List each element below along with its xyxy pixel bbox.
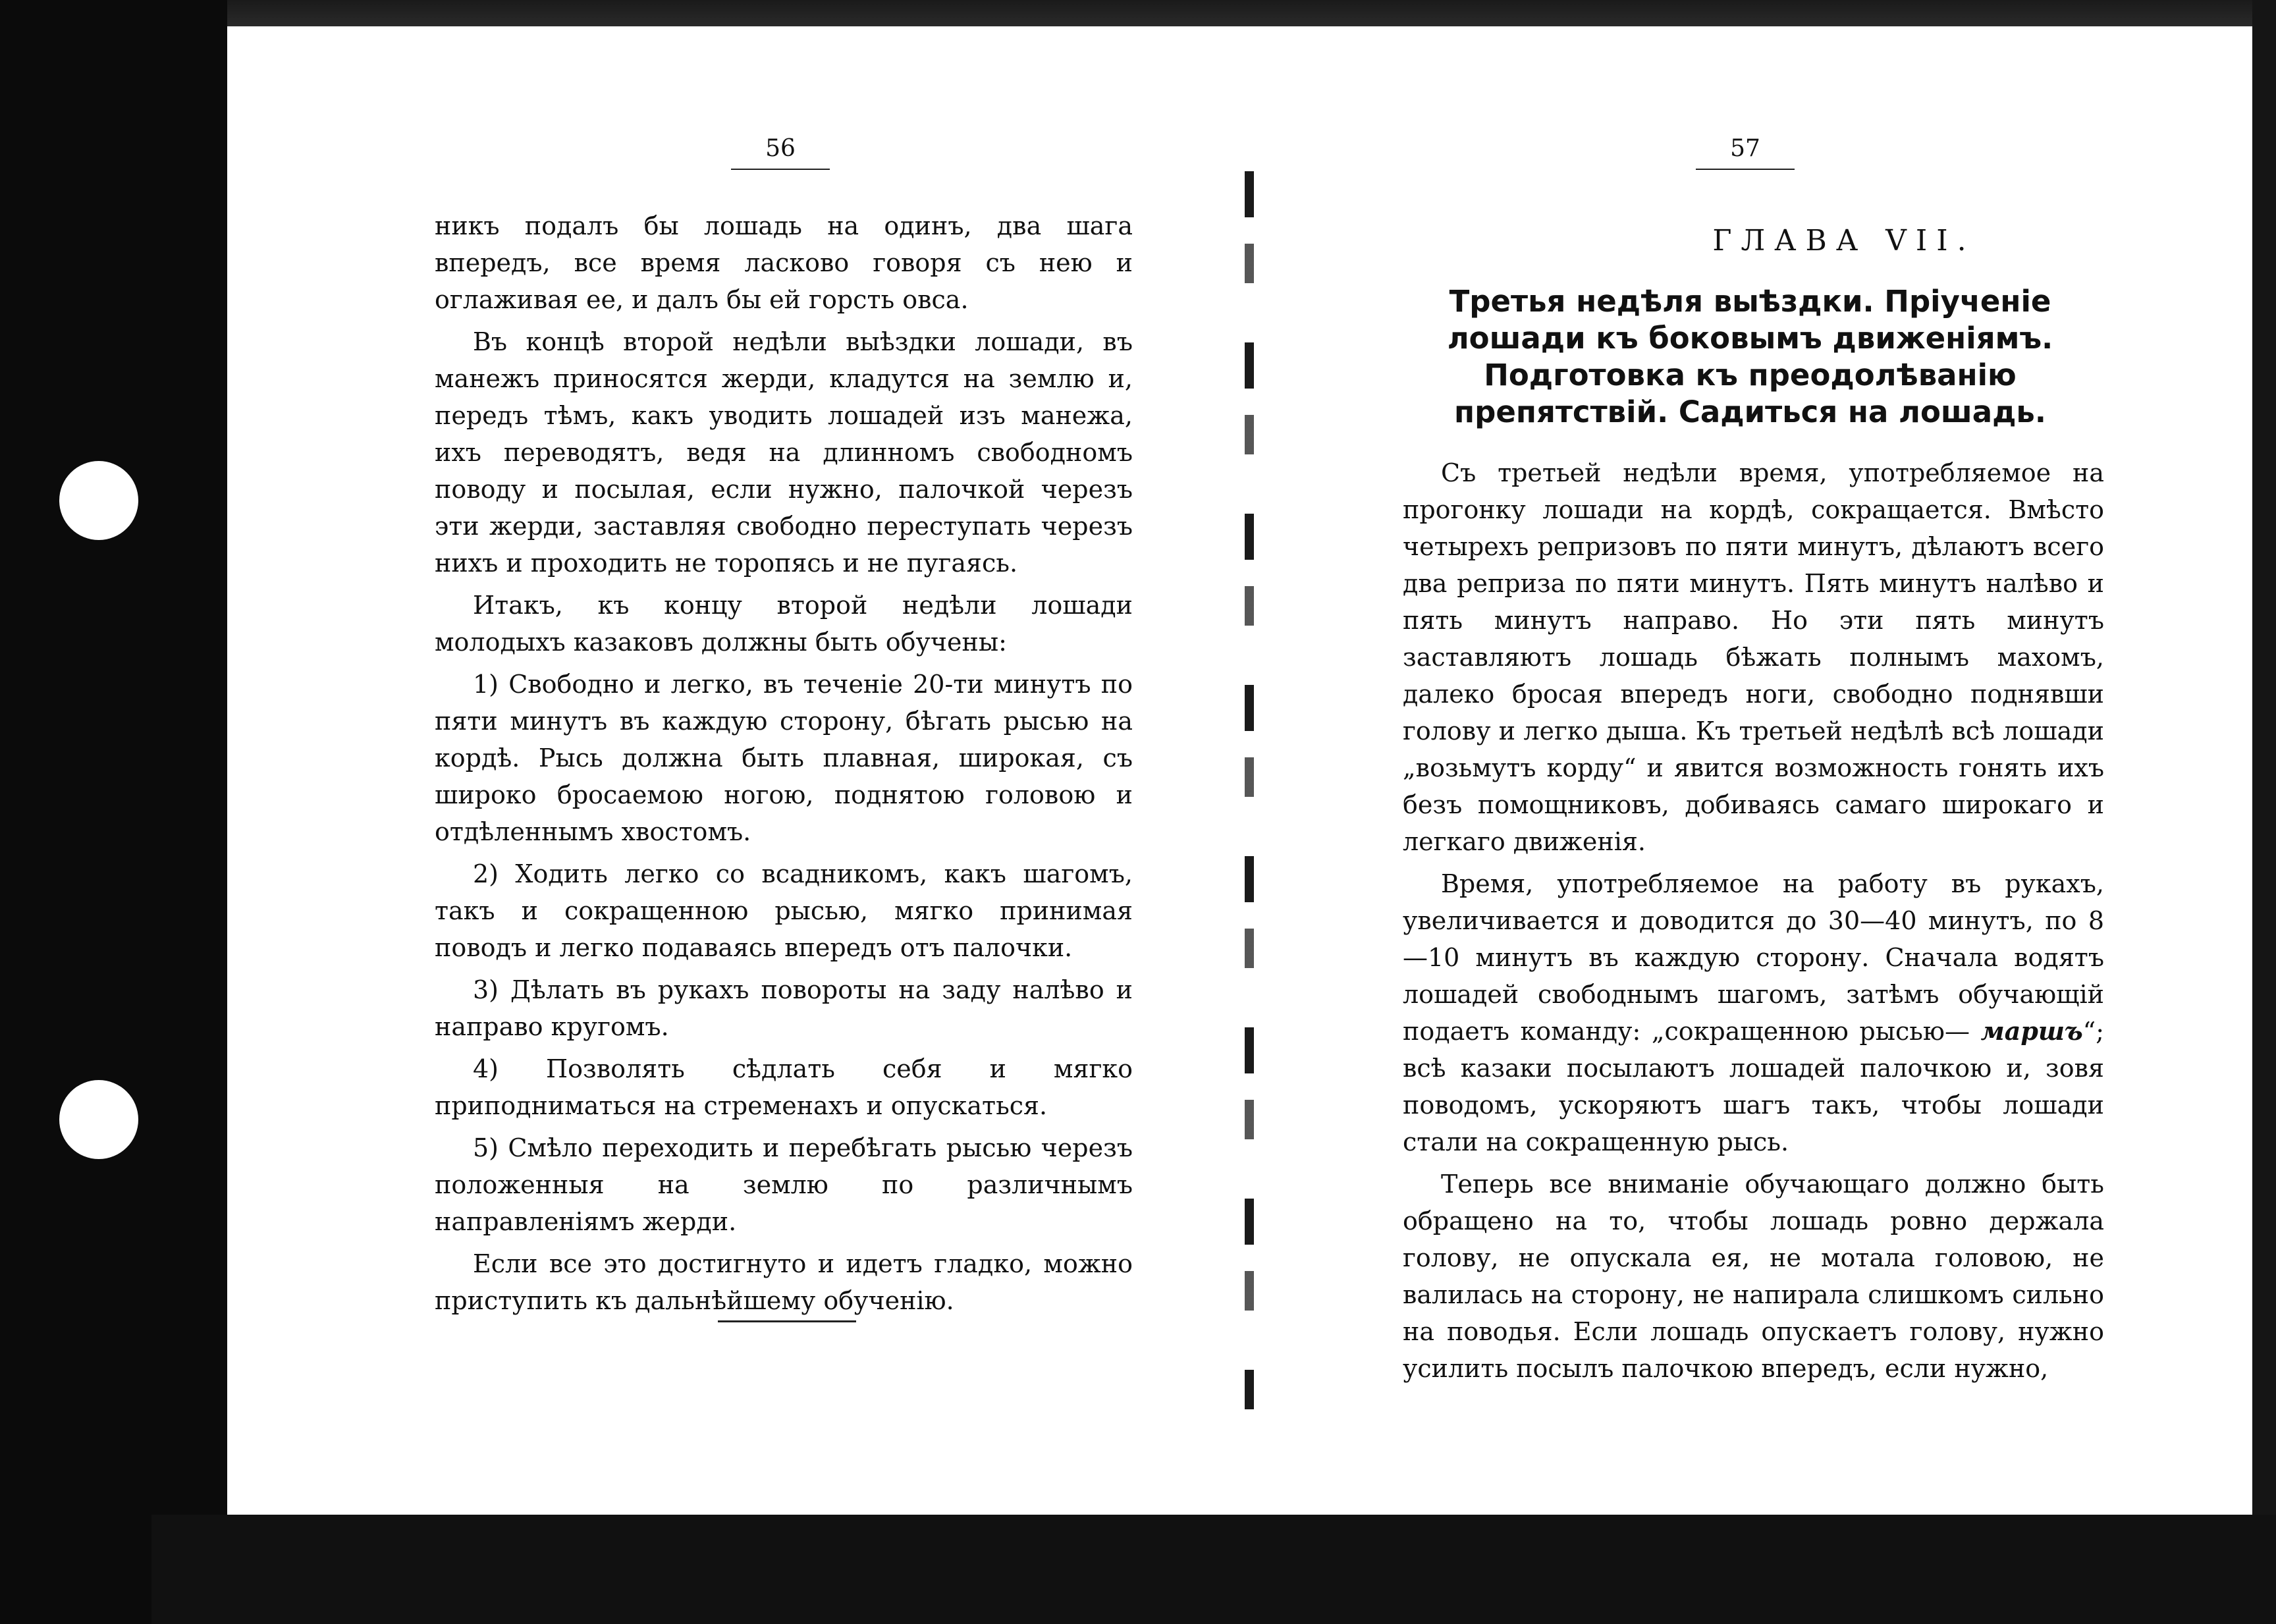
page-number-left — [715, 135, 846, 170]
book-gutter — [1245, 171, 1254, 1409]
page-number-left-text: 56 — [765, 135, 796, 162]
section-end-rule — [718, 1320, 856, 1322]
paragraph-tail: “; всѣ казаки посылаютъ лошадей палочкою и, зовя поводомъ, ускоряютъ шагъ такъ, чтобы лошади стали на сокращенную рысь. — [1403, 1017, 2104, 1156]
list-item: 2) Ходить легко со всадникомъ, какъ шагомъ, такъ и сокращенною рысью, мягко принимая поводъ и легко подаваясь впередъ отъ палочки. — [435, 859, 1133, 962]
paragraph: Если все это достигнуто и идетъ гладко, можно приступить къ дальнѣйшему обученію. — [435, 1249, 1133, 1315]
punch-hole-top — [59, 461, 138, 540]
right-page-text — [1403, 454, 2104, 1392]
command-word: маршъ — [1980, 1016, 2083, 1046]
scan-border-bottom — [151, 1515, 2276, 1624]
chapter-heading: Третья недѣля выѣздки. Пріученіе лошади къ боковымъ движеніямъ. Подготовка къ преодолѣванію препятствій. Садиться на лошадь. — [1447, 284, 2053, 429]
paragraph-text: Время, употребляемое на работу въ рукахъ, увеличивается и доводится до 30—40 минутъ, по 8—10 минутъ въ каждую сторону. Сначала водятъ лошадей свободнымъ шагомъ, затѣмъ обучающій подаетъ команду: „сокращенною рысью— — [1403, 869, 2104, 1046]
paragraph: Въ концѣ второй недѣли выѣздки лошади, въ манежъ приносятся жерди, кладутся на землю и, передъ тѣмъ, какъ уводить лошадей изъ манежа, ихъ переводятъ, ведя на длинномъ свободномъ поводу и посылая, если нужно, палочкой черезъ эти жерди, заставляя свободно переступать черезъ нихъ и проходить не торопясь и не пугаясь. — [435, 327, 1133, 578]
scan-border-top — [227, 0, 2276, 26]
scan-border-right — [2252, 0, 2276, 1624]
list-item: 3) Дѣлать въ рукахъ повороты на заду налѣво и направо кругомъ. — [435, 975, 1133, 1041]
page-number-right-text: 57 — [1730, 135, 1760, 162]
paragraph: Итакъ, къ концу второй недѣли лошади молодыхъ казаковъ должны быть обучены: — [435, 591, 1133, 657]
page-number-rule — [731, 169, 830, 170]
scan-border-left — [0, 0, 227, 1624]
paragraph: Теперь все вниманіе обучающаго должно быть обращено на то, чтобы лошадь ровно держала голову, не опускала ея, не мотала головою, не валилась на сторону, не напирала слишкомъ сильно на поводья. Если лошадь опускаетъ голову, нужно усилить посылъ палочкою впередъ, если нужно, — [1403, 1170, 2104, 1383]
punch-hole-bottom — [59, 1080, 138, 1159]
left-page-text — [435, 207, 1133, 1324]
paragraph: никъ подалъ бы лошадь на одинъ, два шага впередъ, все время ласково говоря съ нею и оглаживая ее, и далъ бы ей горсть овса. — [435, 211, 1133, 314]
list-item: 1) Свободно и легко, въ теченіе 20-ти минутъ по пяти минутъ въ каждую сторону, бѣгать рысью на кордѣ. Рысь должна быть плавная, широкая, съ широко бросаемою ногою, поднятою головою и отдѣленнымъ хвостомъ. — [435, 670, 1133, 846]
chapter-title: ГЛАВА VII. — [1712, 224, 1976, 257]
page-number-rule — [1696, 169, 1795, 170]
list-item: 4) Позволять сѣдлать себя и мягко приподниматься на стременахъ и опускаться. — [435, 1054, 1133, 1120]
page-number-right — [1679, 135, 1811, 170]
paragraph — [1403, 865, 2104, 1160]
list-item: 5) Смѣло переходить и перебѣгать рысью черезъ положенныя на землю по различнымъ направленіямъ жерди. — [435, 1133, 1133, 1236]
paragraph: Съ третьей недѣли время, употребляемое на прогонку лошади на кордѣ, сокращается. Вмѣсто четырехъ репризовъ по пяти минутъ, дѣлаютъ всего два реприза по пяти минутъ. Пять минутъ налѣво и пять минутъ направо. Но эти пять минутъ заставляютъ лошадь бѣжать полнымъ махомъ, далеко бросая впередъ ноги, свободно поднявши голову и легко дыша. Къ третьей недѣлѣ всѣ лошади „возьмутъ корду“ и явится возможность гонять ихъ безъ помощниковъ, добиваясь самаго широкаго и легкаго движенія. — [1403, 458, 2104, 856]
